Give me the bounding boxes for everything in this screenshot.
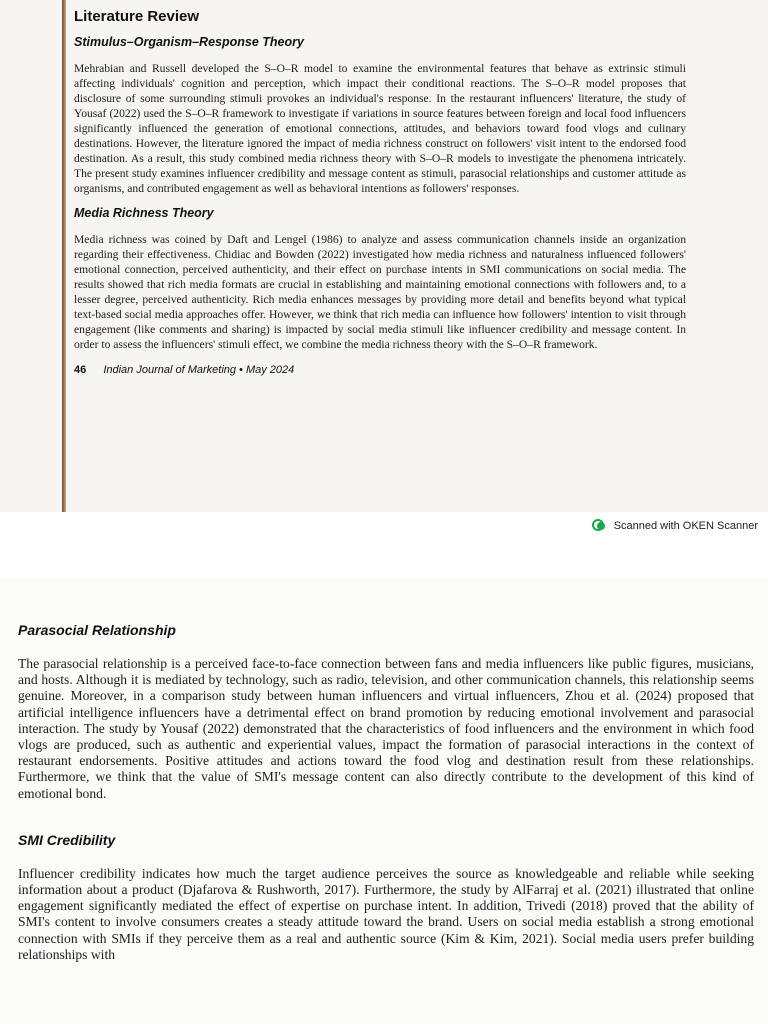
scanner-strip xyxy=(0,512,768,542)
scanned-page-bottom xyxy=(0,578,768,1024)
heading-sor-theory: Stimulus–Organism–Response Theory xyxy=(74,35,304,49)
page-top-content xyxy=(74,8,686,376)
page-binding-edge xyxy=(62,0,66,512)
heading-parasocial-relationship: Parasocial Relationship xyxy=(18,622,176,638)
page-number: 46 xyxy=(74,364,87,376)
journal-name: Indian Journal of Marketing • May 2024 xyxy=(103,364,295,376)
scanner-watermark xyxy=(592,518,758,534)
section-title-literature-review: Literature Review xyxy=(74,8,200,25)
paragraph-parasocial-relationship: The parasocial relationship is a perceived face-to-face connection between fans and media influencers like public figures, musicians, and hosts. Although it is mediated by technology, such as radio, television, and other communication channels, this relationship seems genuine. Moreover, in a comparison study between human influencers and virtual influencers, Zhou et al. (2024) proposed that artificial intelligence influencers have a detrimental effect on brand promotion by reducing emotional involvement and parasocial interaction. The study by Yousaf (2022) demonstrated that the characteristics of food influencers and the environment in which food vlogs are produced, such as authentic and experiential values, impact the formation of parasocial interactions in the context of restaurant endorsements. Positive attitudes and actions toward the food vlog and destination result from these relationships. Furthermore, we think that the value of SMI's message content can also directly contribute to the development of this kind of emotional bond. xyxy=(18,656,754,801)
scanner-label: Scanned with OKEN Scanner xyxy=(613,520,758,532)
page-footer xyxy=(74,364,686,376)
heading-smi-credibility: SMI Credibility xyxy=(18,831,116,848)
oken-scanner-logo-icon xyxy=(592,518,608,534)
paragraph-smi-credibility: Influencer credibility indicates how much the target audience perceives the source as knowledgeable and reliable while seeking information about a product (Djafarova & Rushworth, 2017). Furthermore, the study by AlFarraj et al. (2021) illustrated that online engagement significantly mediated the effect of expertise on purchase intent. In addition, Trivedi (2018) proved that the ability of SMI's content to involve consumers creates a steady attitude toward the brand. Users on social media establish a strong emotional connection with SMIs if they perceive them as a real and authentic source (Kim & Kim, 2021). Social media users prefer building relationships with xyxy=(18,865,754,962)
page-bottom-content xyxy=(18,592,754,963)
paragraph-media-richness-theory: Media richness was coined by Daft and Lengel (1986) to analyze and assess communication channels inside an organization regarding their effectiveness. Chidiac and Bowden (2022) investigated how media richness and naturalness influenced followers' emotional connection, perceived authenticity, and their effect on purchase intents in SMI communications on social media. The results showed that rich media formats are crucial in establishing and maintaining emotional connections with followers and, to a lesser degree, perceived authenticity. Rich media enhances messages by providing more detail and benefits beyond what typical text-based social media approaches offer. However, we think that rich media can influence how followers' intention to visit through engagement (like comments and sharing) is impacted by social media stimuli like influencer credibility and message content. In order to assess the influencers' stimuli effect, we combine the media richness theory with the S–O–R framework. xyxy=(74,233,686,351)
heading-media-richness-theory: Media Richness Theory xyxy=(74,206,214,220)
paragraph-sor-theory: Mehrabian and Russell developed the S–O–R model to examine the environmental features that behave as extrinsic stimuli affecting individuals' cognition and perception, which impact their conditional reactions. The S–O–R model proposes that disclosure of some surrounding stimuli provokes an individual's response. In the restaurant influencers' literature, the study of Yousaf (2022) used the S–O–R framework to investigate if variations in source features between foreign and local food influencers significantly influenced the generation of emotional connections, attitudes, and behaviors toward food vlogs and culinary destinations. However, the literature ignored the impact of media richness construct on followers' visit intent to the endorsed food destination. As a result, this study combined media richness theory with S–O–R models to investigate the phenomena intricately. The present study examines influencer credibility and message content as stimuli, parasocial relationships and customer attitude as organisms, and contributed engagement as well as behavioral intentions as followers' responses. xyxy=(74,62,686,195)
